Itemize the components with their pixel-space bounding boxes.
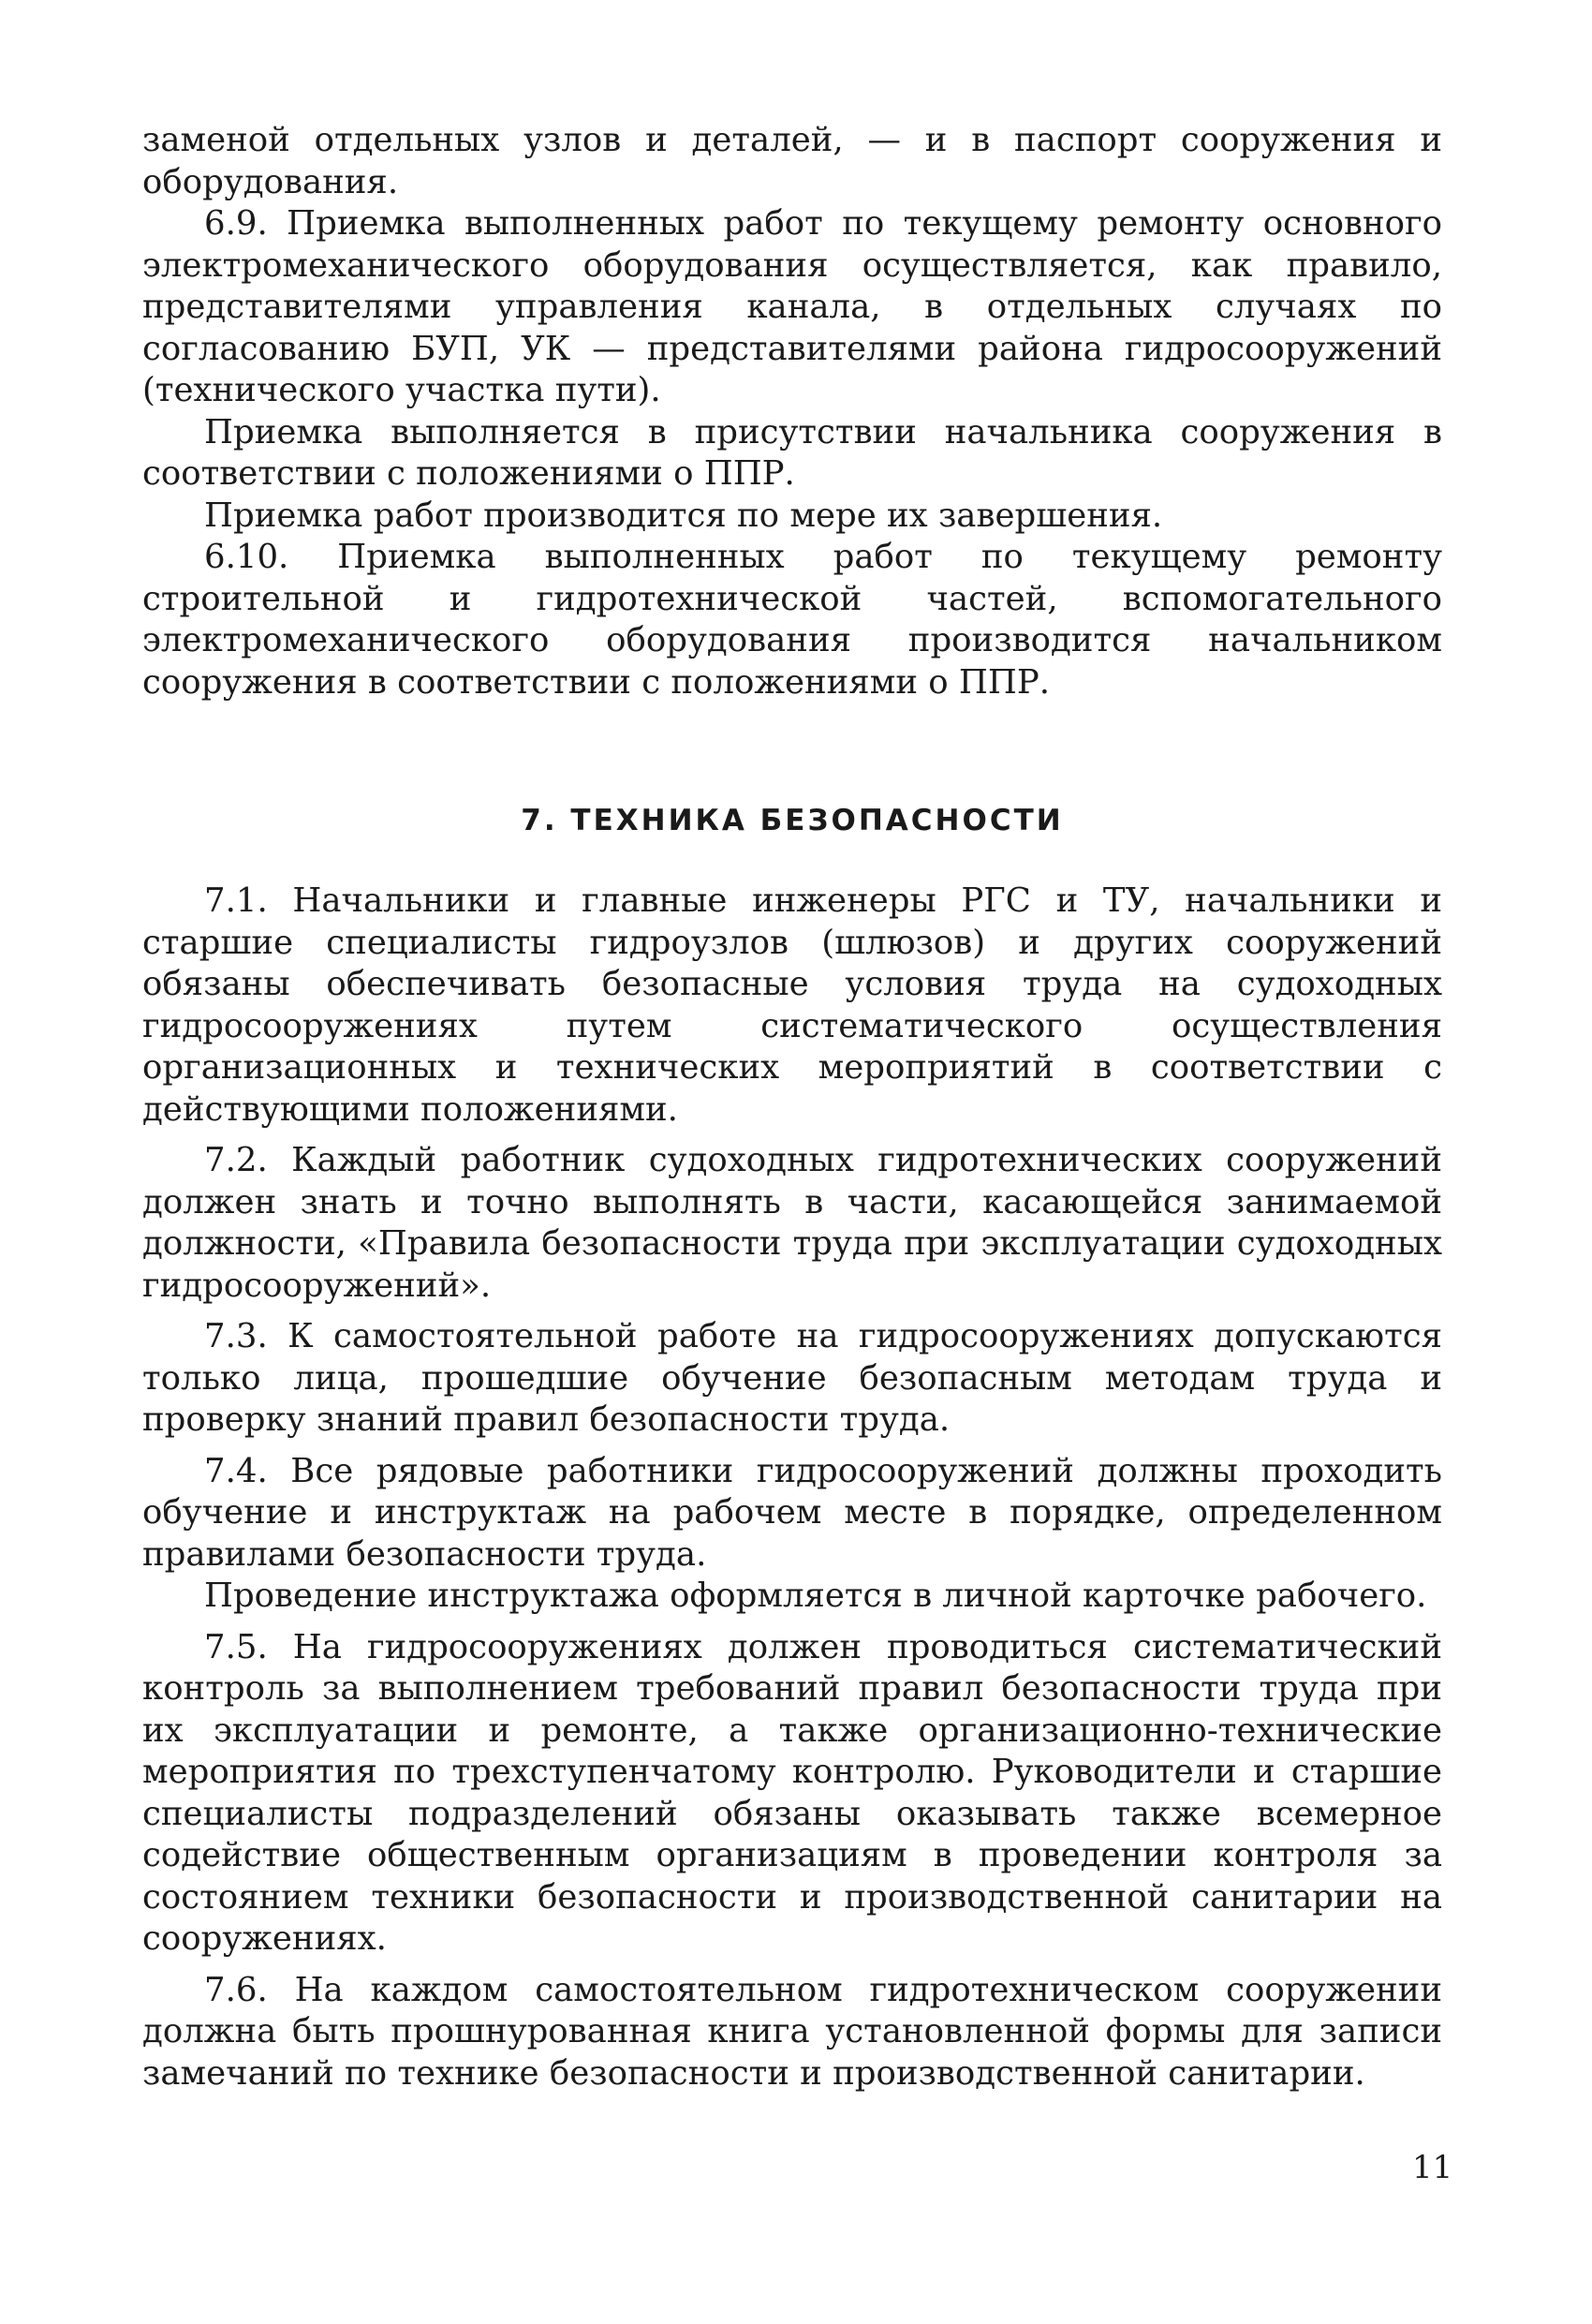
paragraph-acceptance-timing: Приемка работ производится по мере их завершения.	[204, 496, 1163, 535]
safety-section	[142, 881, 1442, 2095]
paragraph-7-3: 7.3. К самостоятельной работе на гидросооружениях допускаются только лица, прошедшие обучение безопасным методам труда и проверку знаний правил безопасности труда.	[142, 1317, 1442, 1439]
top-section	[142, 120, 1442, 703]
paragraph-7-1: 7.1. Начальники и главные инженеры РГС и ТУ, начальники и старшие специалисты гидроузлов (шлюзов) и других сооружений обязаны обеспечивать безопасные условия труда на судоходных гидросооружениях путем систематического осуществления организационных и технических мероприятий в соответствии с действующими положениями.	[142, 881, 1442, 1129]
paragraph-instruction-record: Проведение инструктажа оформляется в личной карточке рабочего.	[204, 1576, 1427, 1615]
paragraph-6-10: 6.10. Приемка выполненных работ по текущему ремонту строительной и гидротехнической частей, вспомогательного электромеханического оборудования производится начальником сооружения в соответствии с положениями о ППР.	[142, 538, 1442, 702]
paragraph-acceptance-presence: Приемка выполняется в присутствии начальника сооружения в соответствии с положениями о ППР.	[142, 412, 1442, 493]
paragraph-7-6: 7.6. На каждом самостоятельном гидротехническом сооружении должна быть прошнурованная книга установленной формы для записи замечаний по технике безопасности и производственной санитарии.	[142, 1970, 1442, 2093]
page-number: 11	[1412, 2149, 1453, 2186]
section-title: 7. ТЕХНИКА БЕЗОПАСНОСТИ	[521, 804, 1064, 837]
paragraph-continuation: заменой отдельных узлов и деталей, — и в паспорт сооружения и оборудования.	[142, 121, 1442, 201]
paragraph-7-4: 7.4. Все рядовые работники гидросооружений должны проходить обучение и инструктаж на рабочем месте в порядке, определенном правилами безопасности труда.	[142, 1451, 1442, 1574]
paragraph-7-2: 7.2. Каждый работник судоходных гидротехнических сооружений должен знать и точно выполнять в части, касающейся занимаемой должности, «Правила безопасности труда при эксплуатации судоходных гидросооружений».	[142, 1141, 1442, 1305]
paragraph-6-9: 6.9. Приемка выполненных работ по текущему ремонту основного электромеханического оборудования осуществляется, как правило, представителями управления канала, в отдельных случаях по согласованию БУП, УК — представителями района гидросооружений (технического участка пути).	[142, 204, 1442, 409]
paragraph-7-5: 7.5. На гидросооружениях должен проводиться систематический контроль за выполнением требований правил безопасности труда при их эксплуатации и ремонте, а также организационно-технические мероприятия по трехступенчатому контролю. Руководители и старшие специалисты подразделений обязаны оказывать также всемерное содействие общественным организациям в проведении контроля за состоянием техники безопасности и производственной санитарии на сооружениях.	[142, 1627, 1442, 1958]
